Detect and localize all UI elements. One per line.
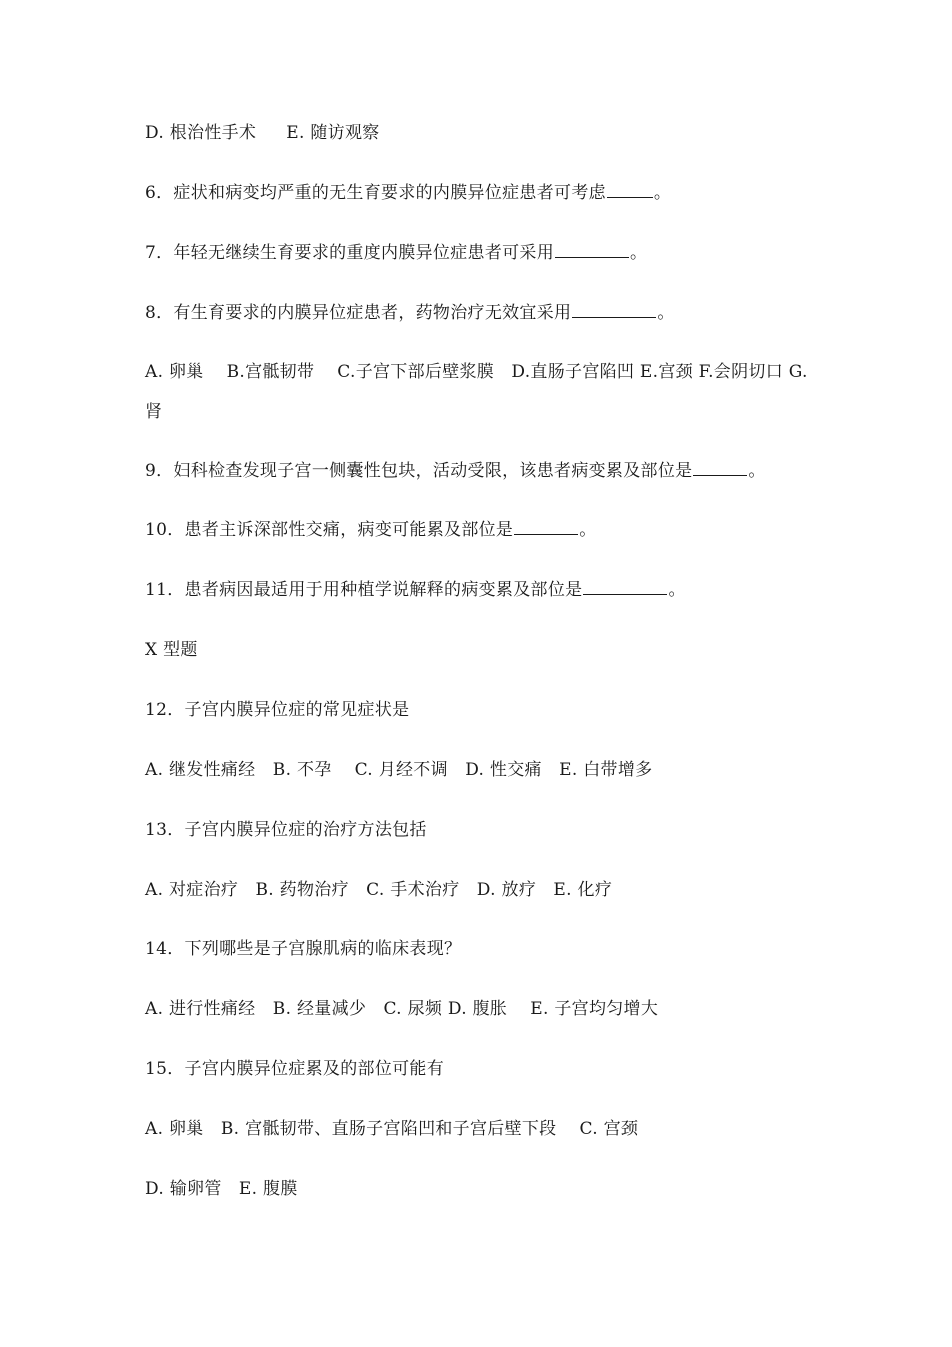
question-14: 14．下列哪些是子宫腺肌病的临床表现？ (145, 939, 462, 959)
answer-blank-7[interactable] (555, 242, 629, 258)
site-options: A. 卵巢 B.宫骶韧带 C.子宫下部后壁浆膜 D.直肠子宫陷凹 E.宫颈 F.会阴切口 G.肾 (145, 362, 808, 422)
question-11-text: 11．患者病因最适用于用种植学说解释的病变累及部位是 (145, 580, 583, 600)
question-8-text: 8．有生育要求的内膜异位症患者，药物治疗无效宜采用 (145, 303, 572, 323)
question-6-end: 。 (653, 183, 672, 203)
question-15-options-2: D. 输卵管 E. 腹膜 (145, 1179, 298, 1199)
question-6-text: 6．症状和病变均严重的无生育要求的内膜异位症患者可考虑 (145, 183, 606, 203)
options-line-d-e (145, 122, 825, 144)
option-e: E. 随访观察 (286, 123, 380, 143)
question-11-end: 。 (668, 580, 686, 600)
question-10-end: 。 (579, 520, 597, 540)
question-8 (145, 302, 825, 324)
question-10 (145, 519, 825, 541)
answer-blank-9[interactable] (693, 460, 747, 476)
option-d: D. 根治性手术 (145, 123, 257, 143)
question-13-options: A. 对症治疗 B. 药物治疗 C. 手术治疗 D. 放疗 E. 化疗 (145, 880, 613, 900)
question-15: 15．子宫内膜异位症累及的部位可能有 (145, 1059, 445, 1079)
question-7-text: 7．年轻无继续生育要求的重度内膜异位症患者可采用 (145, 243, 555, 263)
question-9-text: 9．妇科检查发现子宫一侧囊性包块，活动受限，该患者病变累及部位是 (145, 461, 693, 481)
question-9 (145, 460, 825, 482)
answer-blank-8[interactable] (572, 302, 656, 318)
question-7-end: 。 (630, 243, 648, 263)
section-heading: X 型题 (145, 640, 198, 660)
question-15-options-1: A. 卵巢 B. 宫骶韧带、直肠子宫陷凹和子宫后壁下段 C. 宫颈 (145, 1119, 639, 1139)
answer-blank-10[interactable] (514, 519, 578, 535)
question-7 (145, 242, 825, 264)
question-12: 12．子宫内膜异位症的常见症状是 (145, 700, 410, 720)
question-8-end: 。 (657, 303, 675, 323)
answer-blank-6[interactable] (607, 182, 653, 198)
question-13: 13．子宫内膜异位症的治疗方法包括 (145, 820, 427, 840)
question-14-options: A. 进行性痛经 B. 经量减少 C. 尿频 D. 腹胀 E. 子宫均匀增大 (145, 999, 659, 1019)
question-12-options: A. 继发性痛经 B. 不孕 C. 月经不调 D. 性交痛 E. 白带增多 (145, 760, 653, 780)
question-11 (145, 579, 825, 601)
question-6 (145, 182, 825, 204)
question-9-end: 。 (748, 461, 766, 481)
answer-blank-11[interactable] (583, 579, 667, 595)
question-10-text: 10．患者主诉深部性交痛，病变可能累及部位是 (145, 520, 514, 540)
